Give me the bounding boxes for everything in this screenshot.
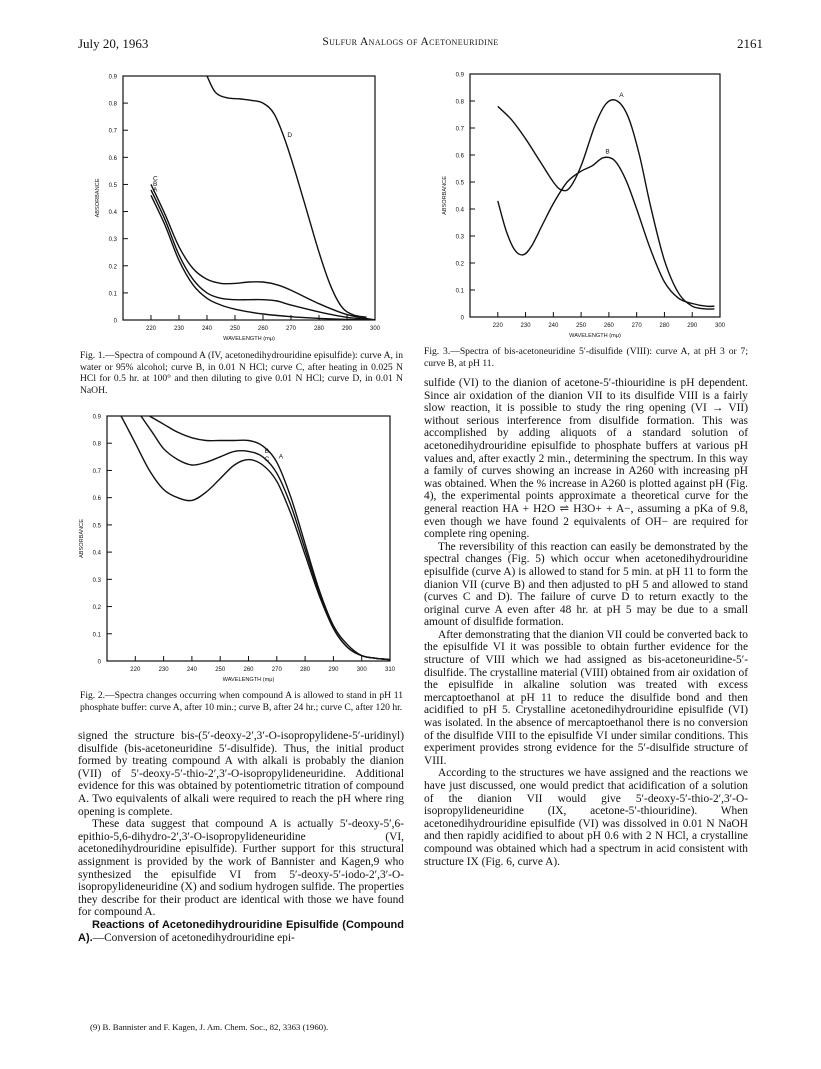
fig2-plot	[79, 415, 396, 684]
fig2-y-tick-label: 0.8	[92, 441, 101, 448]
fig2-series-a-label: A	[278, 453, 284, 461]
fig2-y-tick-label: 0.3	[92, 577, 101, 584]
fig3-x-tick-label: 230	[520, 323, 531, 329]
fig1-y-axis-label: ABSORBANCE	[95, 178, 101, 218]
fig3-x-tick-label: 220	[492, 323, 503, 329]
fig2-y-tick-label: 0.6	[92, 496, 101, 503]
fig3-series-b-line	[498, 157, 715, 306]
fig1-series-c-label: C	[153, 175, 158, 183]
fig2-y-tick-label: 0.9	[92, 414, 101, 421]
fig2-x-tick-label: 280	[300, 667, 311, 673]
fig3-y-tick-label: 0.9	[455, 72, 464, 79]
fig3-x-tick-label: 280	[659, 323, 670, 329]
fig1-y-tick-label: 0.3	[108, 237, 117, 244]
fig1-x-tick-label: 240	[201, 326, 213, 332]
fig2-y-axis-label: ABSORBANCE	[79, 519, 85, 558]
right-paragraph-4: According to the structures we have assigned and the reactions we have just discussed, one would predict that acidification of a solution of the dianion VII would give 5′-deoxy-5′-thio-2′,3′-O-isopropylideneuridine (IX, acetone-5′-thiouridine). When acetonedihydrouridine episulfide (VI) was dissolved in 0.01 N NaOH and then rapidly acidified to about pH 0.6 with 2 N HCl, a crystalline compound was obtained which had a spectrum in acid consistent with structure IX (Fig. 6, curve A).	[424, 767, 748, 868]
fig3-y-tick-label: 0.3	[455, 234, 464, 241]
fig2-y-tick-label: 0.7	[92, 468, 101, 475]
fig1-y-tick-label: 0	[113, 318, 117, 325]
fig1-x-axis-label: WAVELENGTH (mμ)	[223, 336, 275, 342]
fig1-y-tick-label: 0.4	[108, 210, 117, 217]
right-column	[424, 377, 748, 868]
fig2-y-tick-label: 0.1	[92, 632, 101, 639]
fig3-y-tick-label: 0.5	[455, 180, 464, 187]
page-number: 2161	[737, 36, 763, 51]
fig3-series-a-label: A	[619, 92, 624, 99]
fig3-x-tick-label: 300	[714, 323, 726, 329]
fig3-y-axis-label: ABSORBANCE	[442, 176, 448, 215]
fig3-y-tick-label: 0.1	[455, 288, 464, 295]
fig2-x-axis-label: WAVELENGTH (mμ)	[222, 677, 275, 683]
fig2-x-tick-label: 230	[158, 667, 169, 673]
fig2-x-tick-label: 290	[328, 667, 339, 673]
right-paragraph-1: sulfide (VI) to the dianion of acetone-5′-thiouridine is pH dependent. Since air oxidation of the dianion VII to its disulfide VIII is a fairly slow reaction, it is possible to study the ring opening (VI → VII) without serious interference from disulfide formation. This was accomplished by adding aliquots of a standard solution of acetonedihydrouridine episulfide to phosphate buffers at various pH values and, after exactly 2 min., determining the spectrum. In this way a family of curves showing an increase in A260 with increasing pH was obtained. When the % increase in A260 is plotted against pH (Fig. 4), the experimental points approximate a theoretical curve for the general reaction HA + H2O ⇌ H3O+ + A−, assuming a pKa of 9.8, even though we have found 2 equivalents of OH− are required for complete ring opening.	[424, 377, 748, 541]
fig3-plot	[442, 73, 726, 340]
fig2-series-b-label: B	[264, 447, 269, 455]
running-header-title: Sulfur Analogs of Acetoneuridine	[322, 36, 499, 48]
fig3-y-tick-label: 0.6	[455, 153, 464, 160]
fig2-x-tick-label: 310	[384, 667, 396, 673]
fig3-series-a-line	[498, 100, 715, 309]
figure-1-caption: Fig. 1.—Spectra of compound A (IV, acetonedihydrouridine episulfide): curve A, in water or 95% alcohol; curve B, in 0.01 N HCl; curve C, after heating in 0.025 N HCl for 0.5 hr. at 100° and then diluting to give 0.01 N HCl; curve D, in 0.01 N NaOH.	[80, 350, 403, 396]
fig1-y-tick-label: 0.8	[108, 101, 117, 108]
figure-1-chart	[80, 62, 400, 347]
fig2-frame	[107, 416, 390, 661]
fig2-x-tick-label: 270	[271, 667, 282, 673]
figure-3-chart	[430, 62, 740, 344]
fig1-x-tick-label: 290	[341, 326, 353, 332]
fig2-x-tick-label: 300	[356, 667, 367, 673]
fig1-x-tick-label: 220	[145, 326, 157, 332]
fig1-x-tick-label: 280	[313, 326, 325, 332]
fig2-x-tick-label: 220	[130, 667, 141, 673]
fig3-y-tick-label: 0.8	[455, 99, 464, 106]
figure-3-caption: Fig. 3.—Spectra of bis-acetoneuridine 5′-disulfide (VIII): curve A, at pH 3 or 7; curve B, at pH 11.	[424, 346, 748, 369]
fig2-x-tick-label: 240	[186, 667, 197, 673]
fig1-series-b-line	[151, 190, 375, 320]
running-header-date: July 20, 1963	[78, 36, 149, 51]
fig1-y-tick-label: 0.5	[108, 182, 117, 189]
fig2-series-c-label: C	[264, 456, 270, 463]
fig3-x-tick-label: 270	[631, 323, 642, 329]
footnote-9: (9) B. Bannister and F. Kagen, J. Am. Chem. Soc., 82, 3363 (1960).	[90, 1022, 329, 1032]
fig1-y-tick-label: 0.6	[108, 155, 117, 162]
fig3-y-tick-label: 0.2	[455, 261, 464, 268]
fig2-series-a-line	[149, 416, 390, 660]
fig1-plot	[95, 75, 381, 343]
fig2-y-tick-label: 0.5	[92, 523, 101, 530]
fig3-x-tick-label: 260	[603, 323, 614, 329]
fig1-series-a-label: A	[153, 186, 158, 194]
fig3-x-tick-label: 250	[576, 323, 587, 329]
fig3-frame	[470, 74, 720, 317]
figure-3	[430, 62, 740, 344]
left-column	[78, 730, 404, 944]
left-paragraph-1: signed the structure bis-(5′-deoxy-2′,3′-O-isopropylidene-5′-uridinyl) disulfide (bis-acetoneuridine 5′-disulfide). Thus, the initial product formed by treating compound A with alkali is probably the dianion (VII) of 5′-deoxy-5′-thio-2′,3′-O-isopropylideneuridine. Additional evidence for this was obtained by potentiometric titration of compound A. Two equivalents of alkali were required to reach the pH where ring opening is complete.	[78, 730, 404, 818]
fig2-y-tick-label: 0.2	[92, 605, 101, 612]
fig1-x-tick-label: 250	[229, 326, 241, 332]
fig2-x-tick-label: 250	[215, 667, 226, 673]
fig3-x-tick-label: 290	[687, 323, 698, 329]
left-paragraph-2: These data suggest that compound A is actually 5′-deoxy-5′,6-epithio-5,6-dihydro-2′,3′-O-isopropylideneuridine (VI, acetonedihydrouridine episulfide). Further support for this structural assignment is provided by the work of Bannister and Kagen,9 who synthesized the episulfide VI from 5′-deoxy-5′-iodo-2′,3′-O-isopropylideneuridine (X) and sodium hydrogen sulfide. The properties they describe for their product are identical with those we have found for compound A.	[78, 818, 404, 919]
figure-1	[80, 62, 400, 347]
section-heading: Reactions of Acetonedihydrouridine Episulfide (Compound A).	[78, 918, 404, 944]
fig3-x-axis-label: WAVELENGTH (mμ)	[569, 333, 621, 339]
fig1-x-tick-label: 230	[173, 326, 185, 332]
fig1-series-d-line	[207, 76, 367, 317]
fig1-y-tick-label: 0.9	[108, 74, 117, 81]
fig1-x-tick-label: 300	[369, 326, 381, 332]
right-paragraph-3: After demonstrating that the dianion VII could be converted back to the episulfide VI it was possible to obtain further evidence for the structure of VIII which we had assigned as bis-acetoneuridine-5′-disulfide. The crystalline material (VIII) obtained from air oxidation of the episulfide in alkaline solution was treated with excess mercaptoethanol at pH 11 to reduce the disulfide bond and then acidified to pH 5. Crystalline acetonedihydrouridine episulfide (VI) was isolated. In the absence of mercaptoethanol there is no conversion of the disulfide VIII to the episulfide VI under similar conditions. This experiment provides strong evidence for the 5′-disulfide structure of VIII.	[424, 628, 748, 767]
fig2-x-tick-label: 260	[243, 667, 254, 673]
fig3-y-tick-label: 0.7	[455, 126, 464, 133]
fig3-x-tick-label: 240	[548, 323, 559, 329]
right-paragraph-2: The reversibility of this reaction can easily be demonstrated by the spectral changes (Fig. 5) which occur when acetonedihydrouridine episulfide (curve A) is allowed to stand for 5 min. at pH 11 to form the dianion VII (curve B) and then adjusted to pH 5 and allowed to stand (curves C and D). The failure of curve D to return exactly to the original curve A even after 48 hr. at pH 5 may be due to a small amount of disulfide formation.	[424, 540, 748, 629]
fig3-series-b-label: B	[605, 148, 610, 156]
fig2-y-tick-label: 0.4	[92, 550, 101, 557]
fig1-x-tick-label: 270	[285, 326, 297, 332]
fig1-y-tick-label: 0.2	[108, 264, 117, 271]
fig1-y-tick-label: 0.7	[108, 128, 117, 135]
fig1-frame	[123, 76, 375, 320]
fig1-series-b-label: B	[153, 180, 158, 188]
fig1-series-d-label: D	[287, 132, 293, 140]
fig1-x-tick-label: 260	[257, 326, 269, 332]
figure-2-chart	[80, 408, 403, 688]
figure-2-caption: Fig. 2.—Spectra changes occurring when compound A is allowed to stand in pH 11 phosphate buffer: curve A, after 10 min.; curve B, after 24 hr.; curve C, after 120 hr.	[80, 690, 403, 713]
fig2-y-tick-label: 0	[97, 659, 101, 666]
fig3-y-tick-label: 0	[460, 315, 464, 322]
fig3-y-tick-label: 0.4	[455, 207, 464, 214]
figure-2	[80, 408, 403, 688]
fig1-y-tick-label: 0.1	[108, 291, 117, 298]
left-paragraph-3-text: —Conversion of acetonedihydrouridine epi-	[92, 931, 295, 944]
left-paragraph-3	[78, 919, 404, 944]
